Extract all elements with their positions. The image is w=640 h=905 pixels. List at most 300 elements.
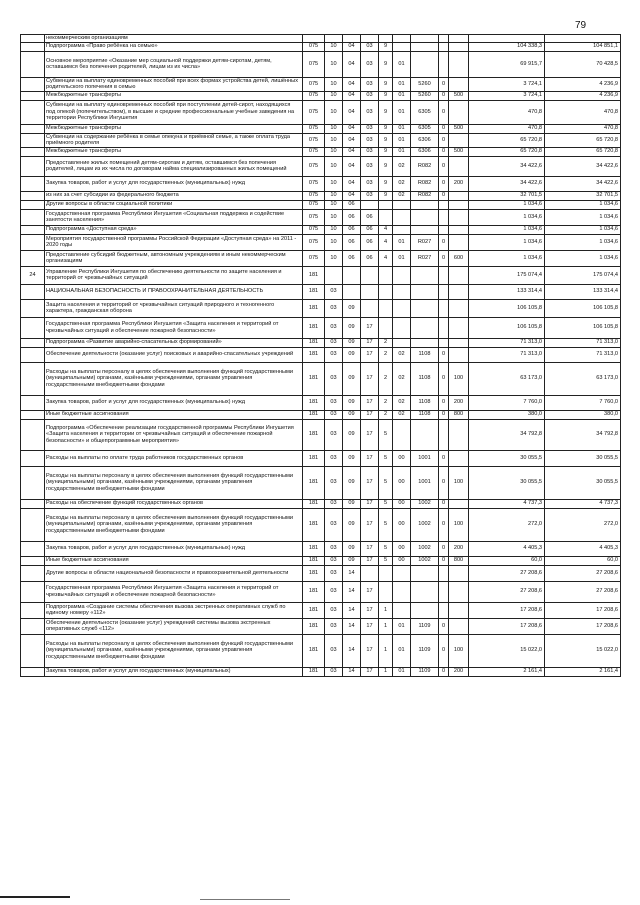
code-direction-cell	[411, 338, 439, 347]
row-name-cell: Защита населения и территорий от чрезвычайных ситуаций природного и техногенного характера, гражданская оборона	[45, 299, 303, 317]
amount-a-cell: 470,8	[469, 100, 545, 124]
code-activity-cell: 01	[393, 634, 411, 667]
code-direction-cell: 1002	[411, 556, 439, 565]
code-subsection-cell: 04	[343, 191, 361, 200]
amount-b-cell: 1 034,6	[545, 200, 621, 209]
code-program-cell: 17	[361, 317, 379, 338]
amount-a-cell: 4 737,3	[469, 499, 545, 508]
code-section-cell: 03	[325, 466, 343, 499]
footer-rule	[0, 896, 70, 898]
code-type-cell	[449, 35, 469, 43]
code-direction-cell	[411, 35, 439, 43]
code-direction-cell	[411, 51, 439, 77]
row-name-cell: Другие вопросы в области национальной безопасности и правоохранительной деятельности	[45, 565, 303, 581]
code-activity-cell: 01	[393, 100, 411, 124]
code-tail-cell: 0	[439, 100, 449, 124]
amount-b-cell: 71 313,0	[545, 347, 621, 362]
row-number-cell	[21, 35, 45, 43]
code-subsection-cell: 09	[343, 556, 361, 565]
code-subsection-cell: 09	[343, 450, 361, 466]
code-section-cell: 10	[325, 176, 343, 191]
row-number-cell	[21, 499, 45, 508]
table-row	[21, 410, 621, 419]
code-subsection-cell: 09	[343, 419, 361, 450]
code-tail-cell: 0	[439, 667, 449, 676]
amount-b-cell: 1 034,6	[545, 225, 621, 234]
code-activity-cell	[393, 581, 411, 602]
code-subsection-cell: 09	[343, 466, 361, 499]
table-row	[21, 299, 621, 317]
code-program-cell	[361, 299, 379, 317]
amount-b-cell: 106 105,8	[545, 317, 621, 338]
code-section-cell: 10	[325, 225, 343, 234]
code-program-cell: 03	[361, 77, 379, 91]
code-tail-cell	[439, 565, 449, 581]
row-name-cell: Иные бюджетные ассигнования	[45, 410, 303, 419]
code-type-cell: 100	[449, 466, 469, 499]
code-activity-cell: 02	[393, 191, 411, 200]
code-subprogram-cell: 1	[379, 602, 393, 618]
footer-rule-secondary	[200, 899, 290, 900]
code-section-cell: 03	[325, 499, 343, 508]
row-number-cell	[21, 565, 45, 581]
code-direction-cell	[411, 209, 439, 225]
row-number-cell	[21, 284, 45, 299]
code-tail-cell	[439, 35, 449, 43]
code-program-cell: 17	[361, 466, 379, 499]
code-activity-cell: 02	[393, 156, 411, 176]
code-ministry-cell: 181	[303, 362, 325, 395]
code-subprogram-cell: 4	[379, 225, 393, 234]
code-tail-cell	[439, 284, 449, 299]
row-number-cell	[21, 91, 45, 100]
code-type-cell	[449, 565, 469, 581]
code-subprogram-cell: 9	[379, 133, 393, 147]
code-section-cell: 10	[325, 200, 343, 209]
code-tail-cell: 0	[439, 124, 449, 133]
amount-b-cell	[545, 35, 621, 43]
amount-a-cell: 71 313,0	[469, 338, 545, 347]
code-program-cell: 17	[361, 347, 379, 362]
code-subprogram-cell: 9	[379, 191, 393, 200]
code-section-cell: 03	[325, 395, 343, 410]
code-tail-cell	[439, 200, 449, 209]
table-row	[21, 508, 621, 541]
code-type-cell: 100	[449, 508, 469, 541]
table-row	[21, 200, 621, 209]
code-tail-cell: 0	[439, 499, 449, 508]
table-row	[21, 338, 621, 347]
code-direction-cell	[411, 200, 439, 209]
code-direction-cell: R027	[411, 234, 439, 250]
amount-b-cell: 7 760,0	[545, 395, 621, 410]
code-activity-cell: 01	[393, 77, 411, 91]
code-ministry-cell: 075	[303, 133, 325, 147]
row-name-cell: Межбюджетные трансферты	[45, 91, 303, 100]
code-program-cell: 06	[361, 225, 379, 234]
code-section-cell: 03	[325, 338, 343, 347]
code-type-cell: 100	[449, 634, 469, 667]
code-direction-cell	[411, 225, 439, 234]
code-subprogram-cell: 1	[379, 667, 393, 676]
table-row	[21, 147, 621, 156]
code-subprogram-cell	[379, 35, 393, 43]
code-direction-cell: 1108	[411, 395, 439, 410]
code-tail-cell	[439, 51, 449, 77]
code-ministry-cell: 181	[303, 602, 325, 618]
row-name-cell: Закупка товаров, работ и услуг для государственных (муниципальных) нужд	[45, 176, 303, 191]
code-subprogram-cell	[379, 284, 393, 299]
row-number-cell	[21, 395, 45, 410]
code-tail-cell	[439, 266, 449, 284]
row-number-cell	[21, 450, 45, 466]
code-program-cell: 17	[361, 581, 379, 602]
amount-a-cell: 1 034,6	[469, 200, 545, 209]
amount-a-cell: 380,0	[469, 410, 545, 419]
code-type-cell	[449, 100, 469, 124]
code-subsection-cell: 04	[343, 124, 361, 133]
code-ministry-cell: 075	[303, 77, 325, 91]
code-direction-cell: R082	[411, 156, 439, 176]
row-number-cell	[21, 209, 45, 225]
code-tail-cell	[439, 602, 449, 618]
code-subsection-cell: 04	[343, 176, 361, 191]
table-row	[21, 565, 621, 581]
code-section-cell	[325, 35, 343, 43]
code-ministry-cell: 181	[303, 299, 325, 317]
row-number-cell	[21, 156, 45, 176]
code-tail-cell	[439, 209, 449, 225]
amount-a-cell: 1 034,6	[469, 234, 545, 250]
amount-a-cell: 60,0	[469, 556, 545, 565]
code-subprogram-cell: 9	[379, 51, 393, 77]
amount-b-cell: 2 161,4	[545, 667, 621, 676]
code-activity-cell: 02	[393, 176, 411, 191]
code-program-cell	[361, 284, 379, 299]
code-type-cell	[449, 266, 469, 284]
row-number-cell	[21, 200, 45, 209]
code-subsection-cell: 04	[343, 51, 361, 77]
code-subprogram-cell: 2	[379, 338, 393, 347]
code-section-cell: 03	[325, 618, 343, 634]
row-name-cell: Государственная программа Республики Ингушетия «Социальная поддержка и содействие занятости населения»	[45, 209, 303, 225]
code-direction-cell: 1108	[411, 347, 439, 362]
code-ministry-cell: 181	[303, 317, 325, 338]
code-ministry-cell: 181	[303, 541, 325, 556]
row-name-cell: Расходы на выплаты персоналу в целях обеспечения выполнения функций государственными (муниципальными) органами, казёнными учреждениями, органами управления государственными внебюджетными фондами	[45, 362, 303, 395]
amount-b-cell: 17 208,6	[545, 602, 621, 618]
code-section-cell: 03	[325, 347, 343, 362]
code-subsection-cell: 04	[343, 156, 361, 176]
amount-a-cell: 3 724,1	[469, 77, 545, 91]
code-subsection-cell: 06	[343, 250, 361, 266]
code-type-cell: 500	[449, 124, 469, 133]
row-number-cell	[21, 338, 45, 347]
code-activity-cell	[393, 225, 411, 234]
amount-b-cell: 71 313,0	[545, 338, 621, 347]
code-program-cell: 17	[361, 556, 379, 565]
code-section-cell: 03	[325, 284, 343, 299]
row-number-cell	[21, 466, 45, 499]
code-subprogram-cell: 2	[379, 410, 393, 419]
code-direction-cell: 6305	[411, 124, 439, 133]
amount-a-cell: 175 074,4	[469, 266, 545, 284]
code-ministry-cell: 075	[303, 250, 325, 266]
code-direction-cell: 1109	[411, 634, 439, 667]
code-subprogram-cell: 5	[379, 556, 393, 565]
code-program-cell	[361, 200, 379, 209]
row-name-cell: Государственная программа Республики Ингушетия «Защита населения и территорий от чрезвычайных ситуаций и обеспечение пожарной безопасности»	[45, 317, 303, 338]
code-subprogram-cell	[379, 299, 393, 317]
code-ministry-cell: 181	[303, 419, 325, 450]
code-ministry-cell: 181	[303, 581, 325, 602]
code-ministry-cell: 181	[303, 618, 325, 634]
code-tail-cell	[439, 581, 449, 602]
table-row	[21, 191, 621, 200]
code-type-cell	[449, 284, 469, 299]
code-ministry-cell: 075	[303, 100, 325, 124]
code-type-cell: 800	[449, 556, 469, 565]
code-program-cell: 17	[361, 338, 379, 347]
row-number-cell	[21, 581, 45, 602]
code-type-cell	[449, 338, 469, 347]
code-activity-cell	[393, 35, 411, 43]
amount-a-cell: 69 915,7	[469, 51, 545, 77]
code-subsection-cell: 09	[343, 410, 361, 419]
code-section-cell: 03	[325, 299, 343, 317]
code-program-cell	[361, 565, 379, 581]
code-ministry-cell: 075	[303, 209, 325, 225]
code-ministry-cell: 075	[303, 91, 325, 100]
code-subprogram-cell	[379, 317, 393, 338]
code-activity-cell: 02	[393, 347, 411, 362]
code-program-cell: 17	[361, 602, 379, 618]
table-row	[21, 581, 621, 602]
code-ministry-cell: 181	[303, 410, 325, 419]
code-ministry-cell: 181	[303, 450, 325, 466]
code-activity-cell: 01	[393, 147, 411, 156]
code-direction-cell: R082	[411, 191, 439, 200]
table-row	[21, 100, 621, 124]
code-direction-cell: 5260	[411, 77, 439, 91]
code-direction-cell: 1001	[411, 466, 439, 499]
code-ministry-cell: 181	[303, 634, 325, 667]
code-program-cell: 17	[361, 362, 379, 395]
row-number-cell	[21, 634, 45, 667]
code-subsection-cell: 09	[343, 317, 361, 338]
code-tail-cell: 0	[439, 91, 449, 100]
code-section-cell	[325, 266, 343, 284]
row-name-cell: Закупка товаров, работ и услуг для государственных (муниципальных) нужд	[45, 395, 303, 410]
code-type-cell	[449, 419, 469, 450]
code-activity-cell: 02	[393, 395, 411, 410]
row-name-cell: Закупка товаров, работ и услуг для государственных (муниципальных) нужд	[45, 541, 303, 556]
table-row	[21, 209, 621, 225]
code-program-cell: 17	[361, 508, 379, 541]
code-tail-cell: 0	[439, 395, 449, 410]
amount-b-cell: 15 022,0	[545, 634, 621, 667]
code-tail-cell: 0	[439, 191, 449, 200]
code-program-cell: 17	[361, 499, 379, 508]
code-tail-cell	[439, 42, 449, 51]
code-direction-cell: 1109	[411, 618, 439, 634]
row-name-cell: Межбюджетные трансферты	[45, 124, 303, 133]
code-program-cell: 03	[361, 156, 379, 176]
code-activity-cell: 01	[393, 124, 411, 133]
code-ministry-cell: 181	[303, 466, 325, 499]
code-subsection-cell: 09	[343, 299, 361, 317]
code-ministry-cell: 075	[303, 191, 325, 200]
code-program-cell: 17	[361, 667, 379, 676]
code-section-cell: 10	[325, 124, 343, 133]
row-number-cell	[21, 317, 45, 338]
code-subprogram-cell: 4	[379, 234, 393, 250]
code-ministry-cell	[303, 35, 325, 43]
code-subsection-cell: 09	[343, 395, 361, 410]
code-subsection-cell: 09	[343, 541, 361, 556]
row-name-cell: Расходы на выплаты персоналу в целях обеспечения выполнения функций государственными (муниципальными) органами, казёнными учреждениями, органами управления государственными внебюджетными фондами	[45, 466, 303, 499]
code-section-cell: 10	[325, 91, 343, 100]
code-subsection-cell: 14	[343, 634, 361, 667]
table-row	[21, 35, 621, 43]
amount-b-cell: 1 034,6	[545, 209, 621, 225]
code-type-cell	[449, 225, 469, 234]
code-subprogram-cell: 9	[379, 124, 393, 133]
code-section-cell: 03	[325, 419, 343, 450]
row-number-cell	[21, 225, 45, 234]
amount-a-cell: 2 161,4	[469, 667, 545, 676]
code-subsection-cell: 06	[343, 209, 361, 225]
code-type-cell	[449, 602, 469, 618]
amount-a-cell: 34 422,6	[469, 176, 545, 191]
amount-a-cell: 4 405,3	[469, 541, 545, 556]
row-name-cell: Расходы на выплаты по оплате труда работников государственных органов	[45, 450, 303, 466]
code-type-cell	[449, 77, 469, 91]
code-subprogram-cell	[379, 200, 393, 209]
code-ministry-cell: 075	[303, 234, 325, 250]
amount-a-cell: 30 055,5	[469, 466, 545, 499]
row-number-cell	[21, 347, 45, 362]
code-activity-cell: 01	[393, 133, 411, 147]
amount-b-cell: 106 105,8	[545, 299, 621, 317]
amount-b-cell: 63 173,0	[545, 362, 621, 395]
row-name-cell: Подпрограмма «Право ребёнка на семью»	[45, 42, 303, 51]
code-subprogram-cell: 2	[379, 347, 393, 362]
amount-b-cell: 175 074,4	[545, 266, 621, 284]
code-subprogram-cell: 9	[379, 77, 393, 91]
code-tail-cell: 0	[439, 541, 449, 556]
code-activity-cell: 02	[393, 410, 411, 419]
amount-a-cell: 1 034,6	[469, 250, 545, 266]
code-tail-cell: 0	[439, 347, 449, 362]
code-program-cell	[361, 266, 379, 284]
code-type-cell: 200	[449, 176, 469, 191]
code-section-cell: 03	[325, 556, 343, 565]
amount-b-cell: 65 720,8	[545, 133, 621, 147]
amount-b-cell: 1 034,6	[545, 234, 621, 250]
code-subprogram-cell: 5	[379, 508, 393, 541]
table-row	[21, 234, 621, 250]
code-tail-cell: 0	[439, 634, 449, 667]
code-program-cell: 03	[361, 147, 379, 156]
code-tail-cell	[439, 419, 449, 450]
code-section-cell: 03	[325, 541, 343, 556]
row-name-cell: Обеспечение деятельности (оказание услуг) учреждений системы вызова экстренных оперативных служб «112»	[45, 618, 303, 634]
code-section-cell: 10	[325, 234, 343, 250]
code-direction-cell	[411, 419, 439, 450]
code-subprogram-cell: 2	[379, 362, 393, 395]
code-subprogram-cell: 4	[379, 250, 393, 266]
code-subsection-cell: 14	[343, 602, 361, 618]
row-number-cell	[21, 51, 45, 77]
amount-b-cell: 34 792,8	[545, 419, 621, 450]
code-activity-cell	[393, 419, 411, 450]
code-direction-cell	[411, 299, 439, 317]
code-type-cell	[449, 618, 469, 634]
table-row	[21, 556, 621, 565]
code-subprogram-cell: 9	[379, 42, 393, 51]
row-number-cell	[21, 419, 45, 450]
amount-b-cell: 34 422,6	[545, 176, 621, 191]
row-number-cell	[21, 133, 45, 147]
amount-b-cell: 65 720,8	[545, 147, 621, 156]
amount-b-cell: 70 428,5	[545, 51, 621, 77]
row-name-cell: Обеспечение деятельности (оказание услуг) поисковых и аварийно-спасательных учреждений	[45, 347, 303, 362]
code-activity-cell	[393, 200, 411, 209]
code-direction-cell	[411, 565, 439, 581]
row-name-cell: Расходы на обеспечение функций государственных органов	[45, 499, 303, 508]
code-type-cell: 500	[449, 91, 469, 100]
code-program-cell: 17	[361, 541, 379, 556]
code-program-cell: 06	[361, 250, 379, 266]
code-direction-cell	[411, 266, 439, 284]
code-activity-cell	[393, 338, 411, 347]
code-section-cell: 10	[325, 191, 343, 200]
amount-b-cell: 27 208,6	[545, 565, 621, 581]
code-activity-cell: 01	[393, 234, 411, 250]
code-program-cell: 17	[361, 450, 379, 466]
row-name-cell: Межбюджетные трансферты	[45, 147, 303, 156]
code-type-cell	[449, 234, 469, 250]
amount-b-cell: 133 314,4	[545, 284, 621, 299]
code-type-cell: 200	[449, 541, 469, 556]
amount-a-cell: 17 208,6	[469, 618, 545, 634]
amount-b-cell: 34 422,6	[545, 156, 621, 176]
code-subsection-cell: 14	[343, 618, 361, 634]
row-name-cell: из них за счет субсидии из федерального бюджета	[45, 191, 303, 200]
row-number-cell	[21, 77, 45, 91]
row-name-cell: Субвенции на содержание ребёнка в семье опекуна и приёмной семье, а также оплата труда приёмного родителя	[45, 133, 303, 147]
code-type-cell: 800	[449, 410, 469, 419]
code-subprogram-cell: 5	[379, 541, 393, 556]
code-tail-cell: 0	[439, 133, 449, 147]
row-number-cell	[21, 176, 45, 191]
row-name-cell: некоммерческим организациям	[45, 35, 303, 43]
table-row	[21, 362, 621, 395]
code-tail-cell: 0	[439, 234, 449, 250]
row-name-cell: Управление Республики Ингушетия по обеспечению деятельности по защите населения и территорий от чрезвычайных ситуаций	[45, 266, 303, 284]
table-row	[21, 602, 621, 618]
code-activity-cell: 01	[393, 250, 411, 266]
code-ministry-cell: 181	[303, 565, 325, 581]
row-name-cell: Подпрограмма «Обеспечение реализации государственной программы Республики Ингушетия «Защита населения и территории от чрезвычайных ситуаций и обеспечение пожарной безопасности» и общепрограммные мероприятия»	[45, 419, 303, 450]
code-direction-cell: 1002	[411, 499, 439, 508]
code-direction-cell: 6305	[411, 100, 439, 124]
row-number-cell	[21, 147, 45, 156]
code-subprogram-cell	[379, 581, 393, 602]
row-number-cell	[21, 234, 45, 250]
code-program-cell: 03	[361, 100, 379, 124]
